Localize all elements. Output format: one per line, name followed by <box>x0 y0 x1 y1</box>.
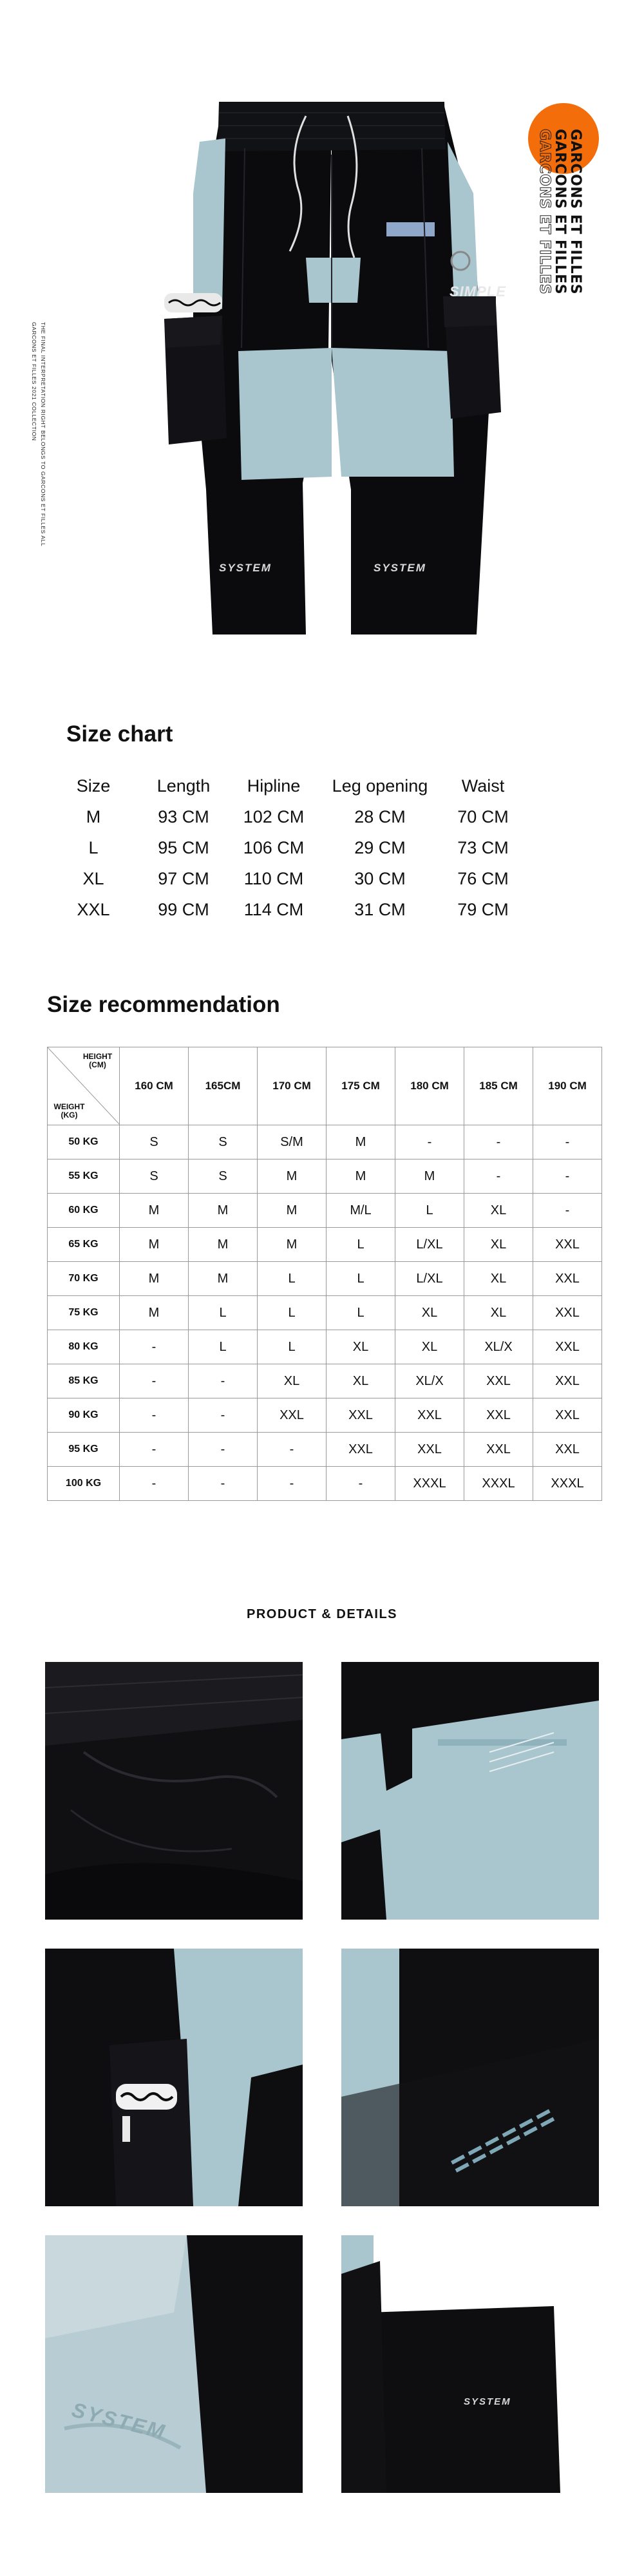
weight-cell: 80 KG <box>48 1330 120 1364</box>
height-header: 175 CM <box>327 1047 395 1125</box>
table-row <box>48 1364 602 1398</box>
size-cell: M <box>120 1296 189 1330</box>
size-chart-header-cell: Length <box>156 776 211 796</box>
size-cell: XXL <box>395 1398 464 1433</box>
size-cell: - <box>189 1433 258 1467</box>
size-chart-header <box>64 776 528 802</box>
size-cell: M <box>189 1194 258 1228</box>
size-recommendation-table <box>47 1047 602 1501</box>
weight-cell: 75 KG <box>48 1296 120 1330</box>
size-cell: XL <box>464 1228 533 1262</box>
size-cell: L <box>258 1262 327 1296</box>
size-chart-cell: 97 CM <box>158 869 209 888</box>
size-cell: - <box>464 1125 533 1159</box>
size-cell: - <box>120 1433 189 1467</box>
size-cell: M <box>327 1159 395 1194</box>
table-row <box>48 1262 602 1296</box>
size-chart-title: Size chart <box>66 721 173 747</box>
size-chart-row <box>64 900 528 926</box>
size-cell: L/XL <box>395 1228 464 1262</box>
size-chart-header-cell: Hipline <box>247 776 301 796</box>
fabric-texture-photo <box>45 2235 303 2493</box>
side-note <box>30 322 48 567</box>
size-cell: M <box>327 1125 395 1159</box>
size-chart-header-cell: Leg opening <box>332 776 428 796</box>
leg-logo-right: SYSTEM <box>374 562 426 574</box>
size-cell: M <box>120 1194 189 1228</box>
size-cell: XXL <box>533 1364 602 1398</box>
size-cell: XL <box>327 1330 395 1364</box>
system-logo-closeup-photo <box>341 1949 599 2206</box>
size-chart-cell: M <box>86 807 101 826</box>
waistband-black-photo <box>45 1662 303 1920</box>
size-cell: - <box>258 1433 327 1467</box>
size-cell: M <box>120 1228 189 1262</box>
brand-line: GARCONS ET FILLES <box>536 129 553 295</box>
height-header: 170 CM <box>258 1047 327 1125</box>
waistband-blue-photo <box>341 1662 599 1920</box>
size-cell: XXL <box>258 1398 327 1433</box>
recommendation-title: Size recommendation <box>47 992 280 1017</box>
size-chart-cell: 102 CM <box>243 807 305 826</box>
size-cell: - <box>533 1194 602 1228</box>
size-cell: S <box>120 1159 189 1194</box>
cuff-logo-photo <box>341 2235 599 2493</box>
size-cell: - <box>464 1159 533 1194</box>
size-cell: - <box>533 1159 602 1194</box>
brand-text <box>536 129 583 294</box>
size-cell: XXL <box>327 1398 395 1433</box>
size-chart-cell: 30 CM <box>354 869 406 888</box>
size-cell: XXL <box>533 1398 602 1433</box>
size-cell: - <box>120 1364 189 1398</box>
table-row <box>48 1194 602 1228</box>
size-cell: M <box>258 1194 327 1228</box>
size-cell: - <box>258 1467 327 1501</box>
size-chart-cell: 79 CM <box>457 900 509 919</box>
size-cell: S <box>189 1125 258 1159</box>
leg-logo-left: SYSTEM <box>219 562 272 574</box>
height-header: 185 CM <box>464 1047 533 1125</box>
size-cell: M <box>395 1159 464 1194</box>
size-chart-cell: 99 CM <box>158 900 209 919</box>
size-cell: S <box>120 1125 189 1159</box>
details-title: PRODUCT & DETAILS <box>246 1607 397 1621</box>
size-cell: M <box>258 1228 327 1262</box>
weight-cell: 65 KG <box>48 1228 120 1262</box>
size-cell: L <box>327 1296 395 1330</box>
size-cell: XXXL <box>395 1467 464 1501</box>
height-header: 165CM <box>189 1047 258 1125</box>
size-cell: XL/X <box>464 1330 533 1364</box>
height-axis-label: HEIGHT (CM) <box>82 1052 113 1069</box>
size-chart-cell: 28 CM <box>354 807 406 826</box>
weight-cell: 70 KG <box>48 1262 120 1296</box>
size-cell: - <box>120 1330 189 1364</box>
brand-line: GARCONS ET FILLES <box>567 129 583 295</box>
weight-cell: 60 KG <box>48 1194 120 1228</box>
size-cell: - <box>327 1467 395 1501</box>
size-chart-cell: 29 CM <box>354 838 406 857</box>
size-cell: L <box>189 1296 258 1330</box>
size-cell: L <box>258 1330 327 1364</box>
size-cell: M/L <box>327 1194 395 1228</box>
size-cell: M <box>120 1262 189 1296</box>
size-cell: - <box>533 1125 602 1159</box>
size-cell: S/M <box>258 1125 327 1159</box>
size-chart-cell: XXL <box>77 900 110 919</box>
size-cell: XL <box>464 1262 533 1296</box>
size-chart-cell: 110 CM <box>243 869 304 888</box>
size-cell: XXL <box>464 1433 533 1467</box>
size-chart-cell: 114 CM <box>243 900 304 919</box>
size-chart-cell: 76 CM <box>457 869 509 888</box>
table-corner-cell <box>48 1047 120 1125</box>
size-cell: M <box>189 1228 258 1262</box>
size-cell: XXXL <box>533 1467 602 1501</box>
size-chart-cell: 95 CM <box>158 838 209 857</box>
size-cell: M <box>189 1262 258 1296</box>
size-cell: XXL <box>533 1262 602 1296</box>
size-cell: L <box>395 1194 464 1228</box>
size-chart-cell: 31 CM <box>354 900 406 919</box>
table-row <box>48 1467 602 1501</box>
side-note-line: THE FINAL INTERPRETATION RIGHT BELONGS TO GARCONS ET FILLES ALL <box>40 322 46 547</box>
size-cell: XXL <box>327 1433 395 1467</box>
size-cell: L <box>327 1228 395 1262</box>
table-row <box>48 1433 602 1467</box>
size-cell: L/XL <box>395 1262 464 1296</box>
table-row <box>48 1296 602 1330</box>
size-cell: S <box>189 1159 258 1194</box>
size-cell: XXL <box>533 1433 602 1467</box>
size-cell: L <box>258 1296 327 1330</box>
size-cell: XL <box>258 1364 327 1398</box>
weight-cell: 100 KG <box>48 1467 120 1501</box>
size-chart-cell: 93 CM <box>158 807 209 826</box>
size-cell: XL <box>464 1194 533 1228</box>
size-chart-header-cell: Waist <box>461 776 505 796</box>
size-chart-header-cell: Size <box>76 776 111 796</box>
patch-text: SIMPLE <box>450 283 506 300</box>
size-chart-cell: L <box>88 838 99 857</box>
size-cell: XL <box>464 1296 533 1330</box>
height-header: 180 CM <box>395 1047 464 1125</box>
size-cell: XL <box>395 1330 464 1364</box>
fabric-logo-text: SYSTEM <box>69 2398 169 2444</box>
height-header: 160 CM <box>120 1047 189 1125</box>
weight-cell: 90 KG <box>48 1398 120 1433</box>
size-chart-cell: 70 CM <box>457 807 509 826</box>
table-row <box>48 1228 602 1262</box>
side-note-line: GARCONS ET FILLES 2021 COLLECTION <box>31 322 37 441</box>
table-row <box>48 1125 602 1159</box>
height-header: 190 CM <box>533 1047 602 1125</box>
size-cell: XXL <box>464 1364 533 1398</box>
size-cell: XL <box>395 1296 464 1330</box>
size-cell: XXL <box>533 1296 602 1330</box>
size-cell: XXL <box>395 1433 464 1467</box>
size-cell: L <box>327 1262 395 1296</box>
size-cell: XXL <box>464 1398 533 1433</box>
size-cell: - <box>189 1467 258 1501</box>
size-cell: XL <box>327 1364 395 1398</box>
size-cell: XXL <box>533 1330 602 1364</box>
size-cell: - <box>120 1467 189 1501</box>
table-row <box>48 1398 602 1433</box>
size-cell: - <box>189 1398 258 1433</box>
size-cell: - <box>395 1125 464 1159</box>
weight-cell: 85 KG <box>48 1364 120 1398</box>
size-chart-cell: 73 CM <box>457 838 509 857</box>
table-row <box>48 1330 602 1364</box>
size-cell: M <box>258 1159 327 1194</box>
cuff-logo-text: SYSTEM <box>464 2396 511 2407</box>
size-cell: XXXL <box>464 1467 533 1501</box>
hero-section <box>0 0 644 676</box>
size-chart-cell: 106 CM <box>243 838 305 857</box>
size-chart-row <box>64 838 528 864</box>
size-chart-row <box>64 869 528 895</box>
weight-cell: 95 KG <box>48 1433 120 1467</box>
size-chart-cell: XL <box>82 869 104 888</box>
size-cell: XXL <box>533 1228 602 1262</box>
table-header-row <box>48 1047 602 1125</box>
weight-cell: 55 KG <box>48 1159 120 1194</box>
size-cell: XL/X <box>395 1364 464 1398</box>
size-chart-row <box>64 807 528 833</box>
product-image <box>0 0 644 676</box>
recommendation-body <box>48 1125 602 1501</box>
weight-cell: 50 KG <box>48 1125 120 1159</box>
size-cell: - <box>189 1364 258 1398</box>
size-cell: L <box>189 1330 258 1364</box>
cargo-pocket-photo <box>45 1949 303 2206</box>
brand-line: GARCONS ET FILLES <box>552 129 568 295</box>
table-row <box>48 1159 602 1194</box>
size-cell: - <box>120 1398 189 1433</box>
weight-axis-label: WEIGHT (KG) <box>53 1102 85 1120</box>
